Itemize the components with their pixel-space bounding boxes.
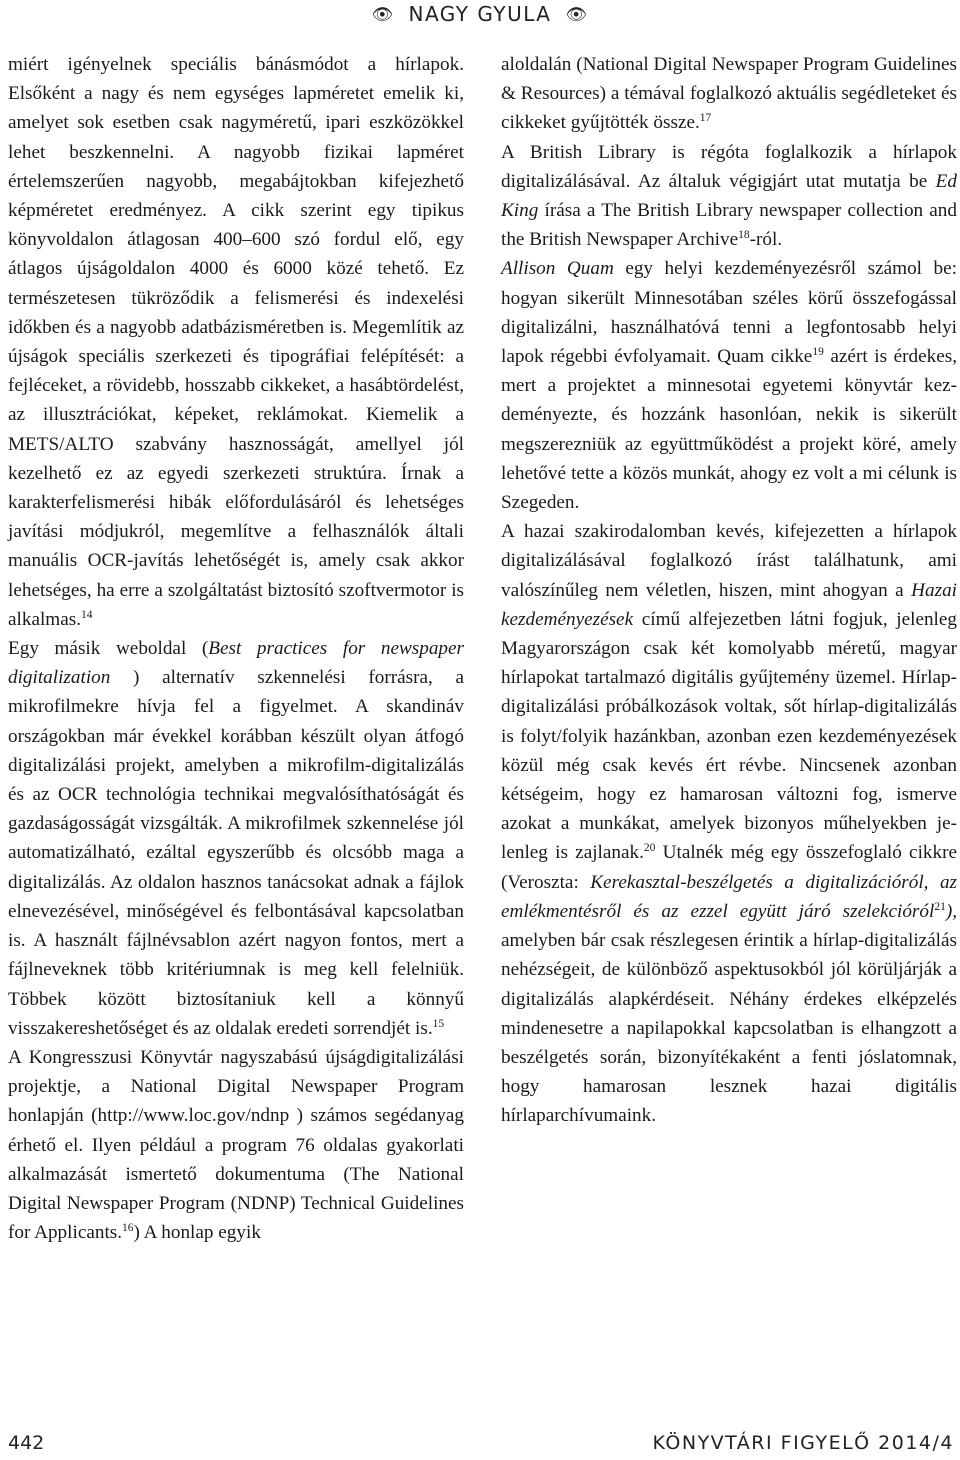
- footnote-ref: 15: [432, 1017, 445, 1030]
- body-text: ) alternatív szkennelési forrásra, a mikrofilmekre hívja fel a figyelmet. A skandináv országokban már évekkel korábban készült olyan átfogó digitalizálási projekt, amelyben a mikrofilm-digitalizálás és az OCR technológia technikai megvalósíthatóságát és gazdaságosságát vizsgálták. A mikrofilmek szkennelése jól automatizálható, ezáltal egyszerűbb és olcsóbb maga a digitalizálás. Az oldalon hasznos tanácsokat adnak a fájlok elnevezésével, minőségével és felbontásával kapcsolatban is. A használt fájlnévsablon azért nagyon fontos, mert a fájlneveknek több kritériumnak is meg kell felelniük. Többek között biztosítaniuk kell a könnyű visszakereshetőséget és az oldalak eredeti sorrendjét is.: [8, 667, 464, 1039]
- running-header: [0, 2, 960, 26]
- paragraph: [501, 138, 957, 255]
- journal-title: KÖNYVTÁRI FIGYELŐ 2014/4: [652, 1432, 954, 1454]
- body-text: írása a The British Library newspaper collection and the British Newspaper Archive: [501, 200, 957, 251]
- italic-text: Ed King: [501, 170, 957, 222]
- left-column: [8, 50, 464, 1247]
- footnote-ref: 19: [812, 346, 824, 359]
- footnote-ref: 21: [934, 900, 946, 913]
- body-text: című alfejezetben látni fogjuk, jelenleg Magyarországon csak két komolyabb méretű, magyar hírlapokat tartalmazó digitális gyűjtemény üzemel. Hírlap-digitalizálási próbálkozások voltak, sőt hírlap-digitalizálás is folyt/folyik hazánkban, azonban ezen kezdeményezések közül még csak kevés ért révbe. Nincsenek azonban kétségeim, hogy ez hamarosan változni fog, ismerve azokat a munkákat, amelyek bizonyos műhelyekben jelenleg is zajlanak.: [501, 608, 957, 864]
- eye-icon: 👁: [565, 5, 589, 25]
- body-text: miért igényelnek speciális bánásmódot a hírlapok. Elsőként a nagy és nem egységes lapméretet emelik ki, amelyet sok esetben csak nagyméretű, ipari eszközökkel lehet beszkennelni. A nagyobb fizikai lapméret értelemszerűen nagyobb, megabájtokban kifejezhető képméretet eredményez. A cikk szerint egy tipikus könyvoldalon átlagosan 400–600 szó fordul elő, egy átlagos újságoldalon 4000 és 6000 közé tehető. Ez természetesen tükröződik a felismerési és indexelési időkben és a nagyobb adatbázisméretben is. Megemlítik az újságok speciális szerkezeti és tipográfiai felépítését: a fejléceket, a rövidebb, hosszabb cikkeket, a hasábtördelést, az illusztrációkat, képeket, reklámokat. Kiemelik a METS/ALTO szabvány hasznosságát, amellyel jól kezelhető ez az egyedi szerkezeti struktúra. Írnak a karakterfelismerési hibák előfordulásáról és lehetséges javítási módjukról, megemlítve a felhasználók általi manuális OCR-javítás lehetőségét is, amely csak akkor lehetséges, ha erre a szolgáltatást biztosító szoftvermotor is alkalmas.: [8, 54, 464, 630]
- footnote-ref: 16: [122, 1222, 134, 1235]
- body-text: azért is érdekes, mert a projektet a minnesotai egyetemi könyvtár kezdeményezte, és hozzánk hasonlóan, nekik is sikerült megszerezniük az együttműködést a projekt köré, amely lehetővé tette a közös munkát, ahogy ez volt a mi célunk is Szegeden.: [501, 346, 957, 514]
- page-number: 442: [8, 1432, 45, 1454]
- footnote-ref: 17: [699, 112, 712, 125]
- body-text: aloldalán (National Digital Newspaper Program Guidelines & Resources) a témával foglalkozó aktuális segédleteket és cikkeket gyűjtötték össze.: [501, 54, 957, 134]
- right-column: [501, 50, 957, 1131]
- italic-text: Allison Quam: [501, 258, 614, 280]
- footnote-ref: 14: [81, 608, 93, 621]
- italic-text: Hazai kezdeményezések: [501, 579, 957, 630]
- footnote-ref: 18: [738, 229, 750, 242]
- footnote-ref: 20: [643, 842, 656, 855]
- paragraph: [501, 517, 957, 1130]
- paragraph: [8, 50, 464, 634]
- body-text: A British Library is régóta foglalkozik a hírlapok digitalizálásával. Az általuk végigjárt utat mutatja be: [501, 141, 957, 192]
- italic-text: ),: [945, 900, 957, 922]
- italic-text: Best practices for newspaper digitalization: [8, 638, 464, 689]
- italic-text: Kerekasztal-beszélgetés a digitalizációról, az emlékmentésről és az ezzel együtt járó szelekcióról: [501, 871, 958, 922]
- body-text: A Kongresszusi Könyvtár nagyszabású újságdigitalizálási projektje, a National Digital Newspaper Program honlapján (http://www.loc.​gov/ndnp ) számos segédanyag érhető el. Ilyen például a program 76 oldalas gyakorlati alkalmazását ismertető dokumentuma (The National Digital Newspaper Program (NDNP) Technical Guidelines for Applicants.: [8, 1046, 464, 1244]
- body-text: Utalnék még egy összefoglaló cikkre (Veroszta:: [501, 842, 957, 893]
- body-text: egy helyi kezdeményezésről számol be: hogyan sikerült Minnesotában széles körű összefogással digitalizálni, használhatóvá tenni a legfontosabb helyi lapok régebbi évfolyamait. Quam cikke: [501, 258, 957, 368]
- body-text: amelyben bár csak részlegesen érintik a hírlap-digitalizálás nehézségeit, de különböző aspektusokból jól körüljárják a digitalizálás alapkérdéseit. Néhány érdekes elképzelés mindenesetre a napilapokkal kapcsolatban is elhangzott a beszélgetés során, bizonyítékaként a fenti jóslatomnak, hogy hamarosan lesznek hazai digitális hírlaparchívumaink.: [501, 930, 957, 1127]
- body-text: A hazai szakirodalomban kevés, kifejezetten a hírlapok digitalizálásával foglalkozó írást találhatunk, ami valószínűleg nem véletlen, hiszen, mint ahogyan a: [501, 521, 957, 601]
- paragraph: [8, 1043, 464, 1247]
- paragraph: [501, 254, 957, 517]
- eye-icon: 👁: [371, 5, 395, 25]
- body-text: -ról.: [749, 229, 783, 251]
- body-text: Egy másik weboldal (: [8, 638, 209, 660]
- paragraph: [501, 50, 957, 138]
- paragraph: [8, 634, 464, 1043]
- running-header-title: NAGY GYULA: [408, 2, 552, 26]
- body-text: ) A honlap egyik: [133, 1222, 261, 1244]
